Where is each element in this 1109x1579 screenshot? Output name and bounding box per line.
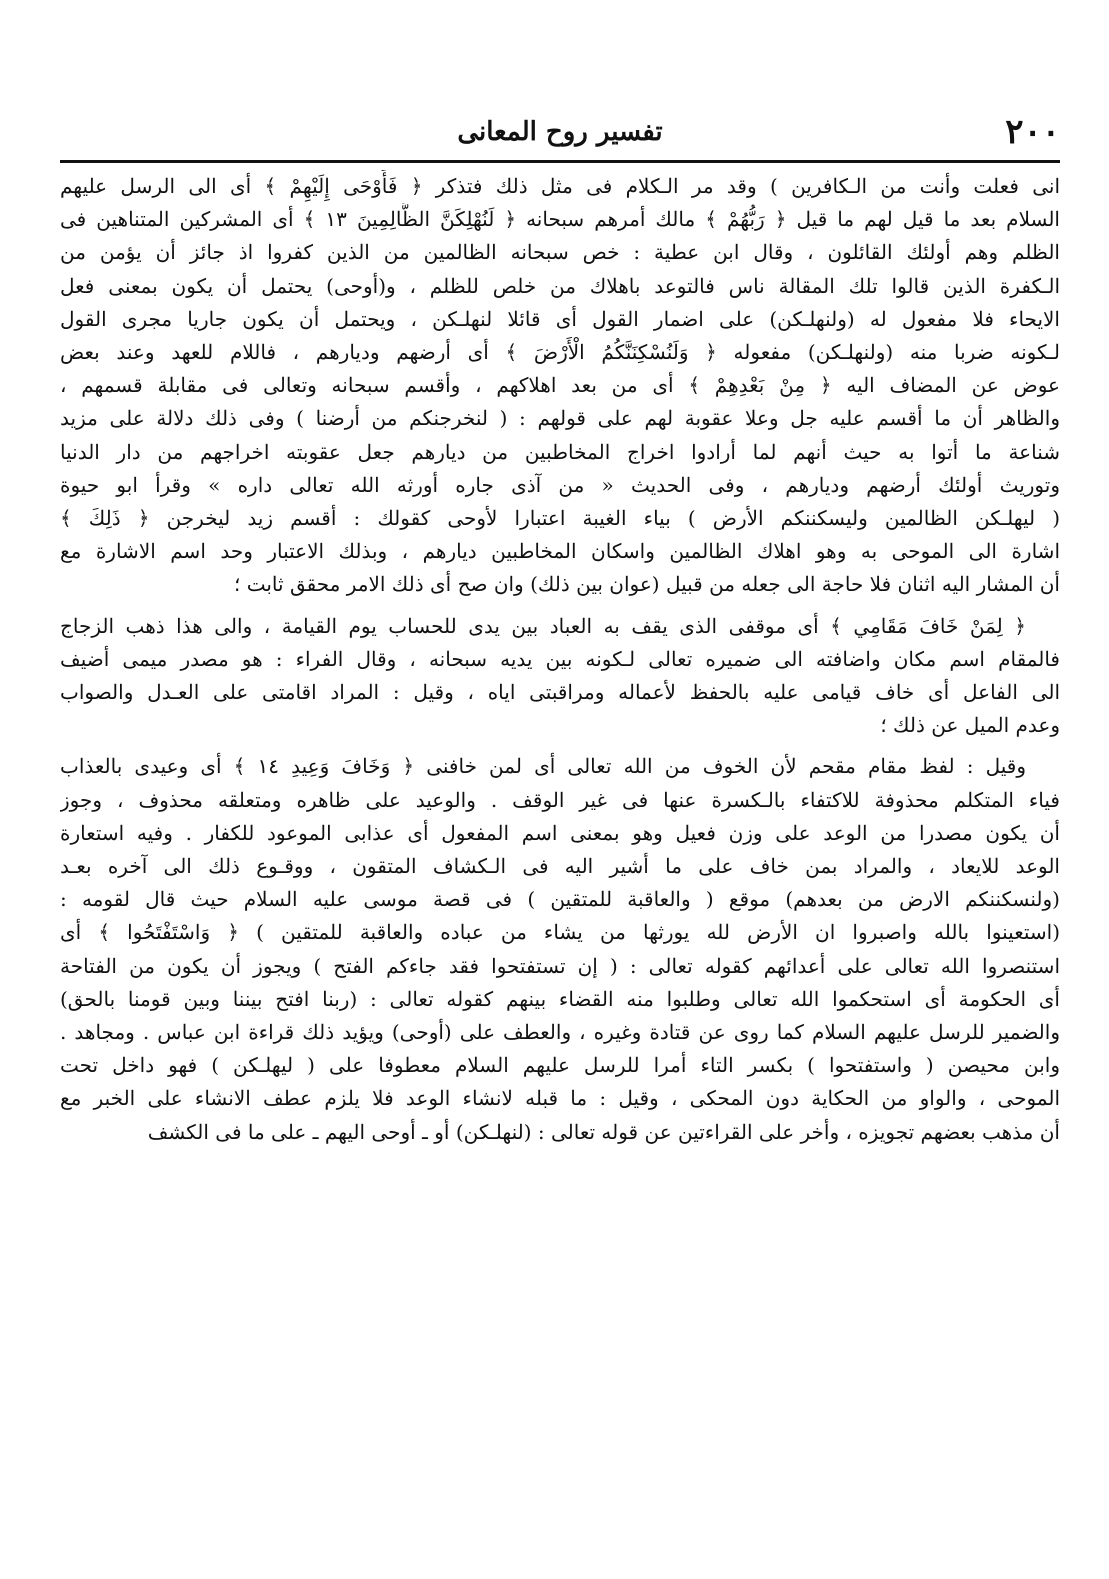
text-line: والضمير للرسل عليهم السلام كما روى عن قتادة وغيره ، والعطف على (أوحى) ويؤيد ذلك قراءة ابن عباس . ومجاهد . [60, 1020, 1060, 1045]
text-line: أن مذهب بعضهم تجويزه ، وأخر على القراءتين عن قوله تعالى : (لنهلـكن) أو ـ أوحى اليهم ـ على ما فى الكشف [147, 1119, 1060, 1144]
text-line: أى الحكومة أى استحكموا الله تعالى وطلبوا منه القضاء بينهم كقوله تعالى : (ربنا افتح بيننا وبين قومنا بالحق) [60, 986, 1060, 1011]
text-line: (ولنسكننكم الارض من بعدهم) موقع ( والعاقبة للمتقين ) فى قصة موسى عليه السلام حيث قال لقومه : [60, 887, 1060, 912]
text-line: الموحى ، والواو من الحكاية دون المحكى ، وقيل : ما قبله لانشاء الوعد فلا يلزم عطف الانشاء على الخبر مع [60, 1086, 1060, 1111]
text-line: لـكونه ضربا منه (ولنهلـكن) مفعوله ﴿ وَلَنُسْكِنَنَّكُمُ الْأَرْضَ ﴾ أى أرضهم وديارهم ، فاللام للعهد وعند بعض [60, 340, 1060, 365]
page-number: ٢٠٠ [1005, 112, 1060, 152]
paragraph-gap [60, 602, 1060, 610]
text-line: ﴿ لِمَنْ خَافَ مَقَامِي ﴾ أى موقفى الذى يقف به العباد بين يدى للحساب يوم القيامة ، والى هذا ذهب الزجاج [60, 613, 1026, 638]
text-line: عوض عن المضاف اليه ﴿ مِنْ بَعْدِهِمْ ﴾ أى من بعد اهلاكهم ، وأقسم سبحانه وتعالى فى مقابلة قسمهم ، [60, 373, 1060, 398]
text-line: الظلم وهم أولئك القائلون ، وقال ابن عطية : خص سبحانه الظالمين من الذين كفروا اذ جائز أن يؤمن من [60, 240, 1060, 265]
text-line: فياء المتكلم محذوفة للاكتفاء بالـكسرة عنها فى غير الوقف . والوعيد على ظاهره ومتعلقه محذوف ، وجوز [60, 787, 1060, 812]
text-line: الى الفاعل أى خاف قيامى عليه بالحفظ لأعماله ومراقبتى اياه ، وقيل : المراد اقامتى على العـدل والصواب [60, 680, 1060, 705]
paragraph [60, 170, 1060, 602]
paragraph [60, 750, 1060, 1148]
text-line: الايحاء فلا مفعول له (ولنهلـكن) على اضمار القول أى قائلا لنهلـكن ، ويحتمل أن يكون جاريا مجرى القول [60, 306, 1060, 331]
running-title: تفسير روح المعانى [457, 117, 663, 147]
text-line: (استعينوا بالله واصبروا ان الأرض لله يورثها من يشاء من عباده والعاقبة للمتقين ) ﴿ وَاسْتَفْتَحُوا ﴾ أى [60, 920, 1060, 945]
paragraph [60, 610, 1060, 743]
text-line: أن المشار اليه اثنان فلا حاجة الى جعله من قبيل (عوان بين ذلك) وان صح أى ذلك الامر محقق ثابت ؛ [234, 572, 1060, 597]
text-line: الوعد للايعاد ، والمراد بمن خاف على ما أشير اليه فى الـكشاف المتقون ، ووقـوع ذلك الى آخره بعـد [60, 854, 1060, 879]
text-line: وتوريث أولئك أرضهم وديارهم ، وفى الحديث « من آذى جاره أورثه الله تعالى داره » وقرأ ابو حيوة [60, 472, 1060, 497]
text-line: وعدم الميل عن ذلك ؛ [880, 713, 1060, 738]
text-line: والظاهر أن ما أقسم عليه جل وعلا عقوبة لهم على قولهم : ( لنخرجنكم من أرضنا ) وفى ذلك دلالة على مزيد [60, 406, 1060, 431]
text-line: انى فعلت وأنت من الـكافرين ) وقد مر الـكلام فى مثل ذلك فتذكر ﴿ فَأَوْحَى إِلَيْهِمْ ﴾ أى الى الرسل عليهم [60, 174, 1060, 198]
header-rule [60, 160, 1060, 163]
text-line: اشارة الى الموحى به وهو اهلاك الظالمين واسكان المخاطبين ديارهم ، وبذلك الاعتبار وحد اسم الاشارة مع [60, 539, 1060, 564]
text-line: السلام بعد ما قيل لهم ما قيل ﴿ رَبُّهُمْ ﴾ مالك أمرهم سبحانه ﴿ لَنُهْلِكَنَّ الظَّالِمِينَ ١٣ ﴾ أى المشركين المتناهين فى [60, 207, 1060, 232]
text-line: أن يكون مصدرا من الوعد على وزن فعيل وهو بمعنى اسم المفعول أى عذابى الموعود للكفار . وفيه استعارة [60, 820, 1060, 845]
text-line: شناعة ما أتوا به حيث أنهم لما أرادوا اخراج المخاطبين من ديارهم جعل عقوبته اخراجهم من دار الدنيا [60, 439, 1060, 464]
page-header [60, 110, 1060, 158]
text-line: وقيل : لفظ مقام مقحم لأن الخوف من الله تعالى أى لمن خافنى ﴿ وَخَافَ وَعِيدِ ١٤ ﴾ أى وعيدى بالعذاب [60, 754, 1026, 779]
text-line: الـكفرة الذين قالوا تلك المقالة ناس فالتوعد باهلاك من خلص للظلم ، و(أوحى) يحتمل أن يكون بمعنى فعل [60, 273, 1060, 298]
text-line: استنصروا الله تعالى على أعدائهم كقوله تعالى : ( إن تستفتحوا فقد جاءكم الفتح ) ويجوز أن يكون من الفتاحة [60, 953, 1060, 978]
text-line: ( ليهلـكن الظالمين وليسكننكم الأرض ) بياء الغيبة اعتبارا لأوحى كقولك : أقسم زيد ليخرجن ﴿ ذَلِكَ ﴾ [60, 506, 1060, 531]
text-body [60, 170, 1060, 1149]
text-line: وابن محيصن ( واستفتحوا ) بكسر التاء أمرا للرسل عليهم السلام معطوفا على ( ليهلـكن ) فهو داخل تحت [60, 1053, 1060, 1078]
text-line: فالمقام اسم مكان واضافته الى ضميره تعالى لـكونه بين يديه سبحانه ، وقال الفراء : هو مصدر ميمى أضيف [60, 646, 1060, 671]
paragraph-gap [60, 742, 1060, 750]
